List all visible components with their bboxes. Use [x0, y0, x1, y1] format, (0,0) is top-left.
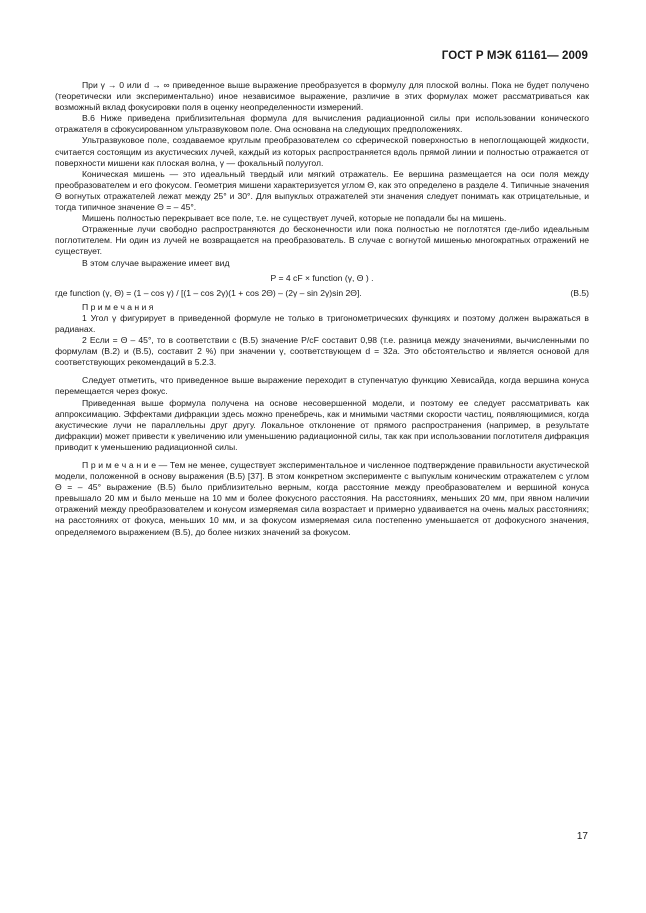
final-note-label: П р и м е ч а н и е [82, 460, 156, 470]
paragraph: Приведенная выше формула получена на основе несовершенной модели, и поэтому ее следует рассматривать как аппроксимацию. Эффектами дифракции здесь можно пренебречь, как и мнимыми частями скорости частиц, появляющимися, когда акустические лучи не параллельны друг другу. Локальное отклонение от прямого распространения (например, в результате дифракции) может привести к увеличению или уменьшению радиационной силы, так как при использовании поглотителя дифракция приводит к уменьшению радиационной силы. [55, 397, 589, 452]
paragraph: Ультразвуковое поле, создаваемое круглым преобразователем со сферической поверхностью в непоглощающей жидкости, считается состоящим из акустических лучей, каждый из которых распространяется вдоль прямой линии и полностью отражается от поверхности мишени как плоская волна, γ — фокальный полуугол. [55, 135, 589, 168]
note-item: 2 Если = Θ – 45°, то в соответствии с (В.5) значение P/cF составит 0,98 (т.е. разница между значениями, вычисленными по формулам (В.2) и (В.5), составит 2 %) при значении γ, соответствующем d = 32a. Это обстоятельство и является основой для соответствующих рекомендаций в 5.2.3. [55, 335, 589, 368]
page-number: 17 [576, 831, 588, 842]
paragraph: Отраженные лучи свободно распространяются до бесконечности или пока полностью не поглотятся где-либо идеальным поглотителем. Ни один из лучей не возвращается на преобразователь. В случае с вогнутой мишенью многократных отражений не существует. [55, 224, 589, 257]
notes-heading: П р и м е ч а н и я [82, 301, 154, 312]
paragraph: При γ → 0 или d → ∞ приведенное выше выражение преобразуется в формулу для плоской волны. Пока не будет получено (теоретически или экспериментально) иное независимое выражение, различие в этих формулах может рассматриваться как возможный вклад фокусировки поля в оценку неопределенности измерений. [55, 80, 589, 113]
paragraph: Следует отметить, что приведенное выше выражение переходит в ступенчатую функцию Хевисайда, когда вершина конуса перемещается через фокус. [55, 375, 589, 397]
final-note [55, 460, 589, 538]
paragraph: Коническая мишень — это идеальный твердый или мягкий отражатель. Ее вершина размещается на оси поля между преобразователем и его фокусом. Геометрия мишени характеризуется углом Θ, как это определено в разделе 4. Типичные значения Θ вогнутых отражателей лежат между 25° и 30°. Для выпуклых отражателей эти значения следует понимать как отрицательные, и тогда типичное значение Θ = – 45°. [55, 168, 589, 213]
equation-number: (В.5) [570, 287, 589, 298]
standard-header: ГОСТ Р МЭК 61161— 2009 [441, 50, 588, 62]
final-note-text: — Тем не менее, существует экспериментальное и численное подтверждение правильности акустической модели, положенной в основу выражения (В.5) [37]. В этом конкретном эксперименте с выпуклым коническим отражателем с углом Θ = – 45° выражение (В.5) было приблизительно верным, когда расстояние между преобразователем и вершиной конуса превышало 20 мм и было меньше на 10 мм и более фокусного расстояния. На расстояниях, меньших 20 мм, при явном наличии отражений между преобразователем и конусом измеряемая сила возрастает и примерно удваивается на очень малых расстояниях; на расстояниях от фокуса, меньших 10 мм, и за фокусом измеряемая сила постепенно уменьшается от дофокусного значения, определяемого выражением (В.5), до более низких значений за фокусом. [55, 460, 589, 537]
paragraph: В этом случае выражение имеет вид [82, 257, 230, 268]
paragraph: В.6 Ниже приведена приблизительная формула для вычисления радиационной силы при использовании конического отражателя в сфокусированном ультразвуковом поле. Она основана на следующих предположениях. [55, 113, 589, 135]
page-body [55, 80, 589, 538]
formula-main: P = 4 cF × function (γ, Θ ) . [270, 272, 374, 283]
formula-where: где function (γ, Θ) = (1 – cos γ) / [(1 – cos 2γ)(1 + cos 2Θ) – (2γ – sin 2γ)sin 2Θ]. [55, 287, 362, 298]
paragraph: Мишень полностью перекрывает все поле, т.е. не существует лучей, которые не попадали бы на мишень. [82, 213, 507, 224]
note-item: 1 Угол γ фигурирует в приведенной формуле не только в тригонометрических функциях и поэтому должен выражаться в радианах. [55, 312, 589, 334]
formula-where-row [55, 288, 589, 299]
